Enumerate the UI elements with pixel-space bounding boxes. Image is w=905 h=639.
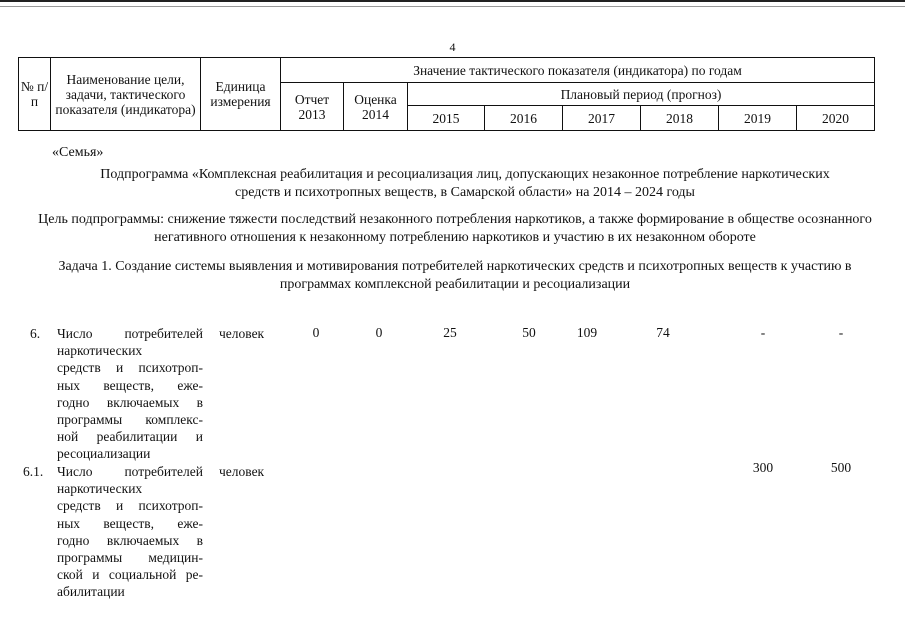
subprogram-goal: Цель подпрограммы: снижение тяжести последствий незаконного потребления наркотиков, а также формирование в обществе осознанного негативного отношения к незаконному потреблению наркотиков и участию в их незаконном обороте xyxy=(38,212,872,245)
header-estimate: Оценка 2014 xyxy=(344,83,408,131)
row-value: 0 xyxy=(375,325,383,340)
row-name: Число потребителей наркотических средств и психотроп- ных веществ, еже- годно включаемых в программы медицин- ской и социальной ре- абилитации xyxy=(57,464,203,600)
row-number: 6.1. xyxy=(23,464,44,479)
row-value: 300 xyxy=(752,460,774,475)
row-value: 25 xyxy=(443,325,457,340)
header-year: 2019 xyxy=(719,106,797,131)
task-title: Задача 1. Создание системы выявления и мотивирования потребителей наркотических средств и психотропных веществ к участию в программах комплексной реабилитации и ресоциализации xyxy=(58,259,852,292)
header-year: 2020 xyxy=(797,106,875,131)
section-label: «Семья» xyxy=(52,145,104,160)
header-report: Отчет 2013 xyxy=(281,83,344,131)
row-value: - xyxy=(760,325,766,340)
header-year: 2018 xyxy=(641,106,719,131)
row-unit: человек xyxy=(219,326,265,341)
header-table xyxy=(18,57,875,131)
subprogram-title: Подпрограмма «Комплексная реабилитация и ресоциализация лиц, допускающих незаконное потребление наркотических средств и психотропных веществ, в Самарской области» на 2014 – 2024 годы xyxy=(100,167,830,200)
row-value: 74 xyxy=(656,325,670,340)
row-value: 109 xyxy=(576,325,598,340)
row-unit: человек xyxy=(219,464,265,479)
row-value: 0 xyxy=(312,325,320,340)
header-year: 2016 xyxy=(485,106,563,131)
header-unit: Единица измерения xyxy=(201,58,281,131)
row-value: 500 xyxy=(830,460,852,475)
row-value: 50 xyxy=(522,325,536,340)
row-name: Число потребителей наркотических средств и психотроп- ных веществ, еже- годно включаемых в программы комплекс- ной реабилитации и ресоциализации xyxy=(57,326,203,462)
row-value: - xyxy=(838,325,844,340)
header-name: Наименование цели, задачи, тактического показателя (индикатора) xyxy=(51,58,201,131)
header-year: 2015 xyxy=(408,106,485,131)
header-plan: Плановый период (прогноз) xyxy=(408,83,875,106)
header-year: 2017 xyxy=(563,106,641,131)
header-num: № п/п xyxy=(19,58,51,131)
page-number: 4 xyxy=(449,40,456,54)
header-values: Значение тактического показателя (индикатора) по годам xyxy=(281,58,875,83)
row-number: 6. xyxy=(30,326,41,341)
scan-border-inner xyxy=(0,6,905,7)
scan-border xyxy=(0,0,905,10)
